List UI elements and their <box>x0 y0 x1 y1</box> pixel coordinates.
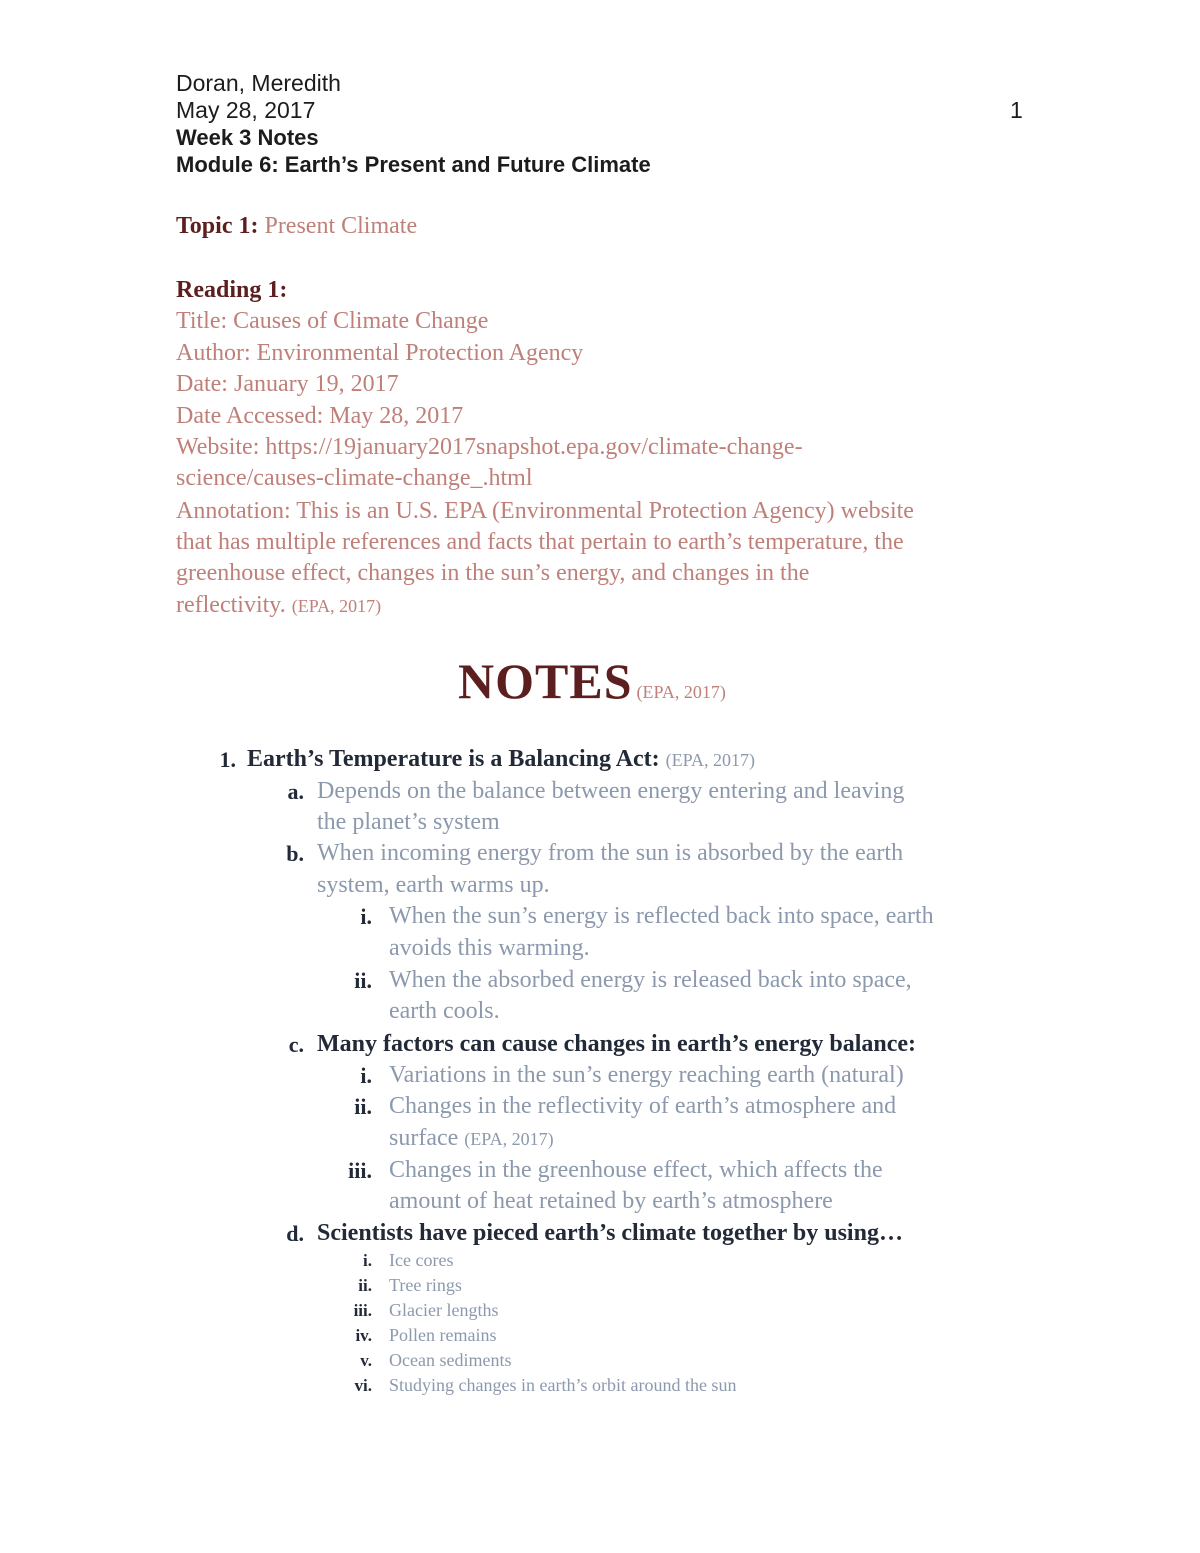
reading-date: Date: January 19, 2017 <box>176 371 399 397</box>
list-marker: c. <box>288 1032 304 1057</box>
notes-heading-citation: (EPA, 2017) <box>636 682 726 702</box>
list-item-b-i-line2: avoids this warming. <box>389 935 590 961</box>
list-marker: ii. <box>354 968 372 993</box>
page-number: 1 <box>1010 97 1023 123</box>
list-item-d-sub: Ice cores <box>389 1250 454 1270</box>
list-marker: 1. <box>219 747 236 772</box>
list-marker: vi. <box>354 1376 372 1395</box>
list-item-c-ii-line1: Changes in the reflectivity of earth’s atmosphere and <box>389 1093 897 1119</box>
c-ii-citation: (EPA, 2017) <box>464 1129 554 1149</box>
list-item-d: Scientists have pieced earth’s climate together by using… <box>317 1220 903 1246</box>
annotation-last-line <box>176 590 381 621</box>
list-item-d-sub: Tree rings <box>389 1275 462 1295</box>
notes-heading-text: NOTES <box>458 653 633 709</box>
list-item-b-ii-line1: When the absorbed energy is released back into space, <box>389 967 912 993</box>
reading-author: Author: Environmental Protection Agency <box>176 340 584 366</box>
annotation-line: greenhouse effect, changes in the sun’s energy, and changes in the <box>176 560 810 586</box>
list-marker: b. <box>286 841 304 866</box>
c-ii-line2-text: surface <box>389 1125 459 1151</box>
list-marker: a. <box>287 779 304 804</box>
reading-website-line1: Website: https://19january2017snapshot.epa.gov/climate-change- <box>176 434 803 460</box>
list-marker: i. <box>363 1251 372 1270</box>
list-marker: ii. <box>354 1094 372 1119</box>
list-marker: i. <box>360 1063 372 1088</box>
list-marker: i. <box>360 904 372 929</box>
module-heading: Module 6: Earth’s Present and Future Climate <box>176 152 651 177</box>
item1-text: Earth’s Temperature is a Balancing Act: <box>247 746 660 772</box>
list-item-d-sub: Studying changes in earth’s orbit around the sun <box>389 1375 737 1395</box>
list-marker: d. <box>286 1221 304 1246</box>
topic-label: Topic 1: <box>176 213 259 239</box>
topic-value: Present Climate <box>264 213 418 239</box>
list-marker: v. <box>360 1351 372 1370</box>
list-marker: ii. <box>358 1276 372 1295</box>
reading-title: Title: Causes of Climate Change <box>176 308 489 334</box>
list-item-d-sub: Pollen remains <box>389 1325 497 1345</box>
list-item-d-sub: Glacier lengths <box>389 1300 499 1320</box>
reading-label: Reading 1: <box>176 277 288 303</box>
reading-accessed: Date Accessed: May 28, 2017 <box>176 403 464 429</box>
list-marker: iii. <box>348 1158 372 1183</box>
list-item-b-ii-line2: earth cools. <box>389 998 500 1024</box>
list-item-b-line1: When incoming energy from the sun is absorbed by the earth <box>317 840 904 866</box>
list-item-b-i-line1: When the sun’s energy is reflected back into space, earth <box>389 903 934 929</box>
list-marker: iii. <box>353 1301 372 1320</box>
author-name: Doran, Meredith <box>176 70 341 96</box>
annotation-line: reflectivity. <box>176 592 286 618</box>
list-item-a-line2: the planet’s system <box>317 809 500 835</box>
list-item-a-line1: Depends on the balance between energy entering and leaving <box>317 778 905 804</box>
list-marker: iv. <box>355 1326 372 1345</box>
list-item-c: Many factors can cause changes in earth’s energy balance: <box>317 1031 917 1057</box>
annotation-citation: (EPA, 2017) <box>291 596 382 616</box>
notes-heading <box>458 652 726 710</box>
list-item-c-ii-line2 <box>389 1123 554 1155</box>
list-item-c-i: Variations in the sun’s energy reaching earth (natural) <box>389 1062 904 1088</box>
topic-line <box>176 211 417 241</box>
week-heading: Week 3 Notes <box>176 125 319 150</box>
list-item-d-sub: Ocean sediments <box>389 1350 512 1370</box>
list-item-c-iii-line1: Changes in the greenhouse effect, which affects the <box>389 1157 883 1183</box>
list-item-level1 <box>247 744 755 776</box>
document-date: May 28, 2017 <box>176 97 316 123</box>
annotation-line: that has multiple references and facts that pertain to earth’s temperature, the <box>176 529 904 555</box>
list-item-c-iii-line2: amount of heat retained by earth’s atmosphere <box>389 1188 833 1214</box>
item1-citation: (EPA, 2017) <box>665 750 756 770</box>
reading-website-line2: science/causes-climate-change_.html <box>176 465 533 491</box>
list-item-b-line2: system, earth warms up. <box>317 872 550 898</box>
annotation-line: Annotation: This is an U.S. EPA (Environmental Protection Agency) website <box>176 498 914 524</box>
